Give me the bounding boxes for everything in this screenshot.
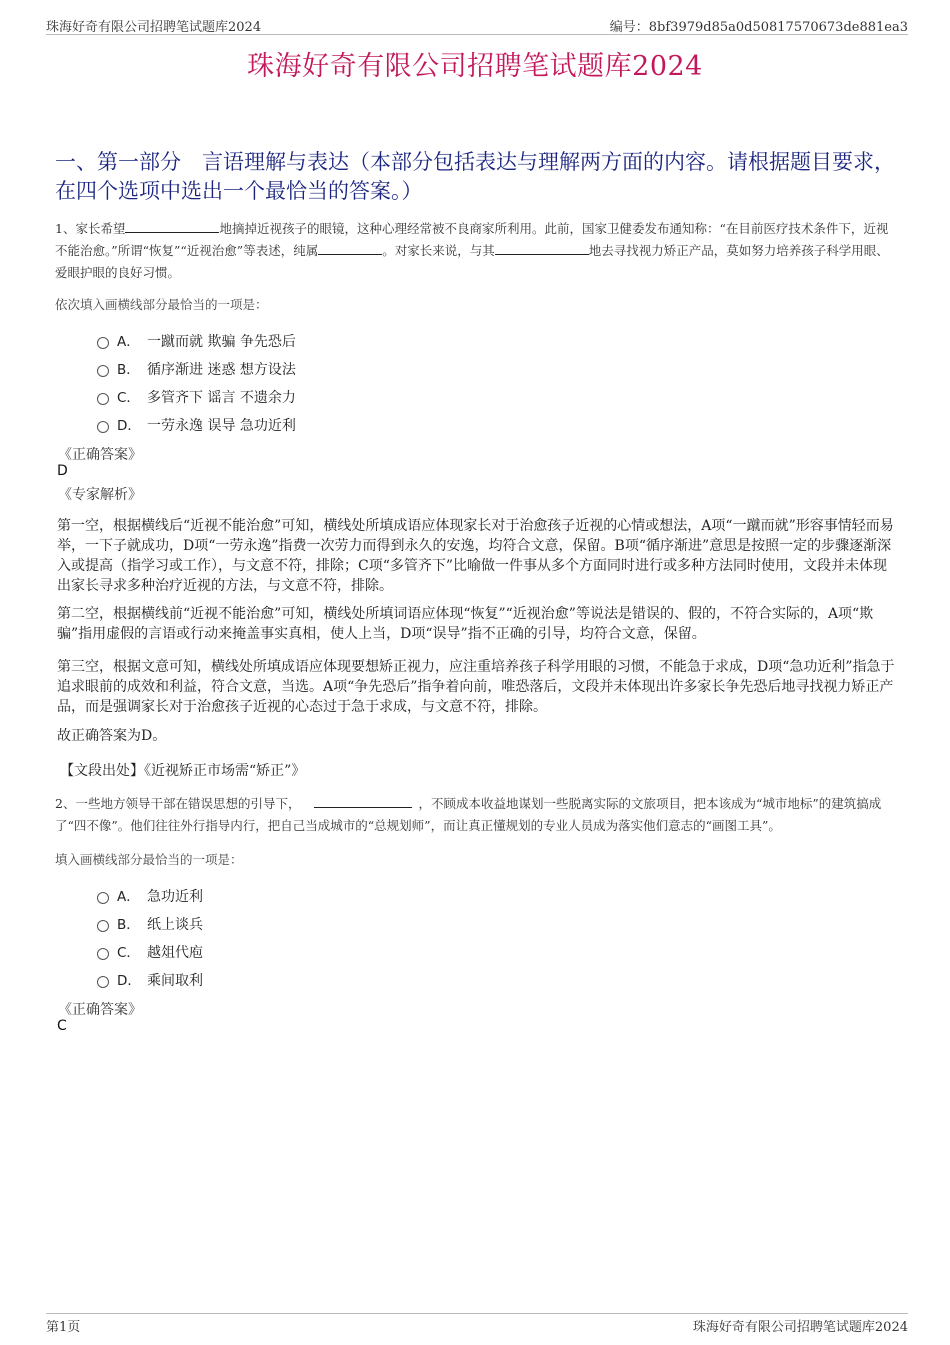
q1-analysis-paragraph: 第二空，根据横线前“近视不能治愈”可知，横线处所填词语应体现“恢复”“近视治愈”等说法是错误的、假的，不符合实际的，A项“欺骗”指用虚假的言语或行动来掩盖事实真相，使人上当，D项“误导”指不正确的引导，均符合文意，保留。 [57, 606, 874, 642]
fill-blank [314, 793, 412, 808]
q1-conclusion: 故正确答案为D。 [57, 728, 167, 744]
header-doc-number: 编号：8bf3979d85a0d50817570673de881ea3 [609, 20, 908, 35]
option-letter: A． [117, 889, 140, 905]
radio-icon[interactable] [97, 393, 109, 405]
q2-answer: C [57, 1018, 67, 1034]
option-letter: B． [117, 362, 140, 378]
q1-option-a[interactable] [97, 330, 296, 350]
page-header [46, 14, 908, 35]
radio-icon[interactable] [97, 948, 109, 960]
q2-option-c[interactable] [97, 941, 203, 961]
q1-analysis-label: 《专家解析》 [58, 487, 142, 503]
option-text: 乘间取利 [147, 973, 203, 989]
radio-icon[interactable] [97, 365, 109, 377]
q2-stem-part: ，不顾成本收益地谋划一些脱离实际的文旅项目，把本该成为“城市地标”的建筑搞成了“四不像”。他们往往外行指导内行，把自己当成城市的“总规划师”，而让真正懂规划的专业人员成为落实他们意志的“画图工具”。 [55, 796, 882, 833]
q2-answer-label: 《正确答案》 [58, 1002, 142, 1018]
radio-icon[interactable] [97, 976, 109, 988]
q1-stem-part: 地摘掉近视孩子的眼镜，这种心理经常被不良商家所利用。此前，国家卫健委发布通知称：“在目前医疗技术条件下，近视不能治愈。”所谓“恢复”“近视治愈”等表述，纯属 [55, 221, 889, 258]
fill-blank [495, 240, 589, 255]
fill-blank [318, 240, 382, 255]
fill-blank [125, 218, 219, 233]
option-text: 一劳永逸 误导 急功近利 [147, 418, 296, 434]
section-heading: 一、第一部分 言语理解与表达（本部分包括表达与理解两方面的内容。请根据题目要求，在四个选项中选出一个最恰当的答案。） [55, 150, 895, 203]
option-text: 越俎代庖 [147, 945, 203, 961]
header-left: 珠海好奇有限公司招聘笔试题库2024 [46, 20, 262, 35]
option-letter: C． [117, 390, 140, 406]
radio-icon[interactable] [97, 892, 109, 904]
q2-option-b[interactable] [97, 913, 203, 933]
option-letter: B． [117, 917, 140, 933]
q1-source: 【文段出处】《近视矫正市场需“矫正”》 [60, 763, 306, 779]
q2-prompt: 填入画横线部分最恰当的一项是： [55, 852, 243, 867]
page-footer [46, 1313, 908, 1334]
option-text: 一蹴而就 欺骗 争先恐后 [147, 334, 296, 350]
radio-icon[interactable] [97, 421, 109, 433]
q1-answer-label: 《正确答案》 [58, 447, 142, 463]
q1-analysis-paragraph: 第一空，根据横线后“近视不能治愈”可知，横线处所填成语应体现家长对于治愈孩子近视的心情或想法，A项“一蹴而就”形容事情轻而易举，一下子就成功，D项“一劳永逸”指费一次劳力而得到永久的安逸，均符合文意，保留。B项“循序渐进”意思是按照一定的步骤逐渐深入或提高（指学习或工作），与文意不符，排除；C项“多管齐下”比喻做一件事从多个方面同时进行或多种方法同时使用，文段并未体现出家长寻求多种治疗近视的方法，与文意不符，排除。 [57, 518, 894, 594]
option-text: 纸上谈兵 [147, 917, 203, 933]
question-1-stem [55, 218, 900, 284]
q1-analysis-paragraph: 第三空，根据文意可知，横线处所填成语应体现要想矫正视力，应注重培养孩子科学用眼的习惯，不能急于求成，D项“急功近利”指急于追求眼前的成效和利益，符合文意，当选。A项“争先恐后”指争着向前，唯恐落后，文段并未体现出许多家长争先恐后地寻找视力矫正产品，而是强调家长对于治愈孩子近视的心态过于急于求成，与文意不符，排除。 [57, 659, 895, 715]
q1-stem-part: 1、家长希望 [55, 221, 126, 236]
q1-stem-part: 地去寻找视力矫正产品，莫如努力培养孩子科学用眼、爱眼护眼的良好习惯。 [55, 243, 889, 280]
question-2-stem [55, 793, 900, 837]
q1-answer: D [57, 463, 68, 479]
page-title: 珠海好奇有限公司招聘笔试题库2024 [247, 51, 703, 82]
radio-icon[interactable] [97, 920, 109, 932]
option-text: 循序渐进 迷惑 想方设法 [147, 362, 296, 378]
option-letter: A． [117, 334, 140, 350]
q1-option-d[interactable] [97, 414, 296, 434]
option-text: 急功近利 [147, 889, 203, 905]
q2-option-d[interactable] [97, 969, 203, 989]
q2-option-a[interactable] [97, 885, 203, 905]
option-letter: D． [117, 973, 141, 989]
radio-icon[interactable] [97, 337, 109, 349]
q1-prompt: 依次填入画横线部分最恰当的一项是： [55, 297, 268, 312]
footer-title: 珠海好奇有限公司招聘笔试题库2024 [692, 1320, 908, 1335]
option-letter: C． [117, 945, 140, 961]
q1-option-b[interactable] [97, 358, 296, 378]
page-number: 第1页 [46, 1320, 81, 1335]
q2-stem-part: 2、一些地方领导干部在错误思想的引导下， [55, 796, 301, 811]
q1-stem-part: 。对家长来说，与其 [382, 243, 495, 258]
option-letter: D． [117, 418, 141, 434]
option-text: 多管齐下 谣言 不遗余力 [147, 390, 296, 406]
q1-option-c[interactable] [97, 386, 296, 406]
